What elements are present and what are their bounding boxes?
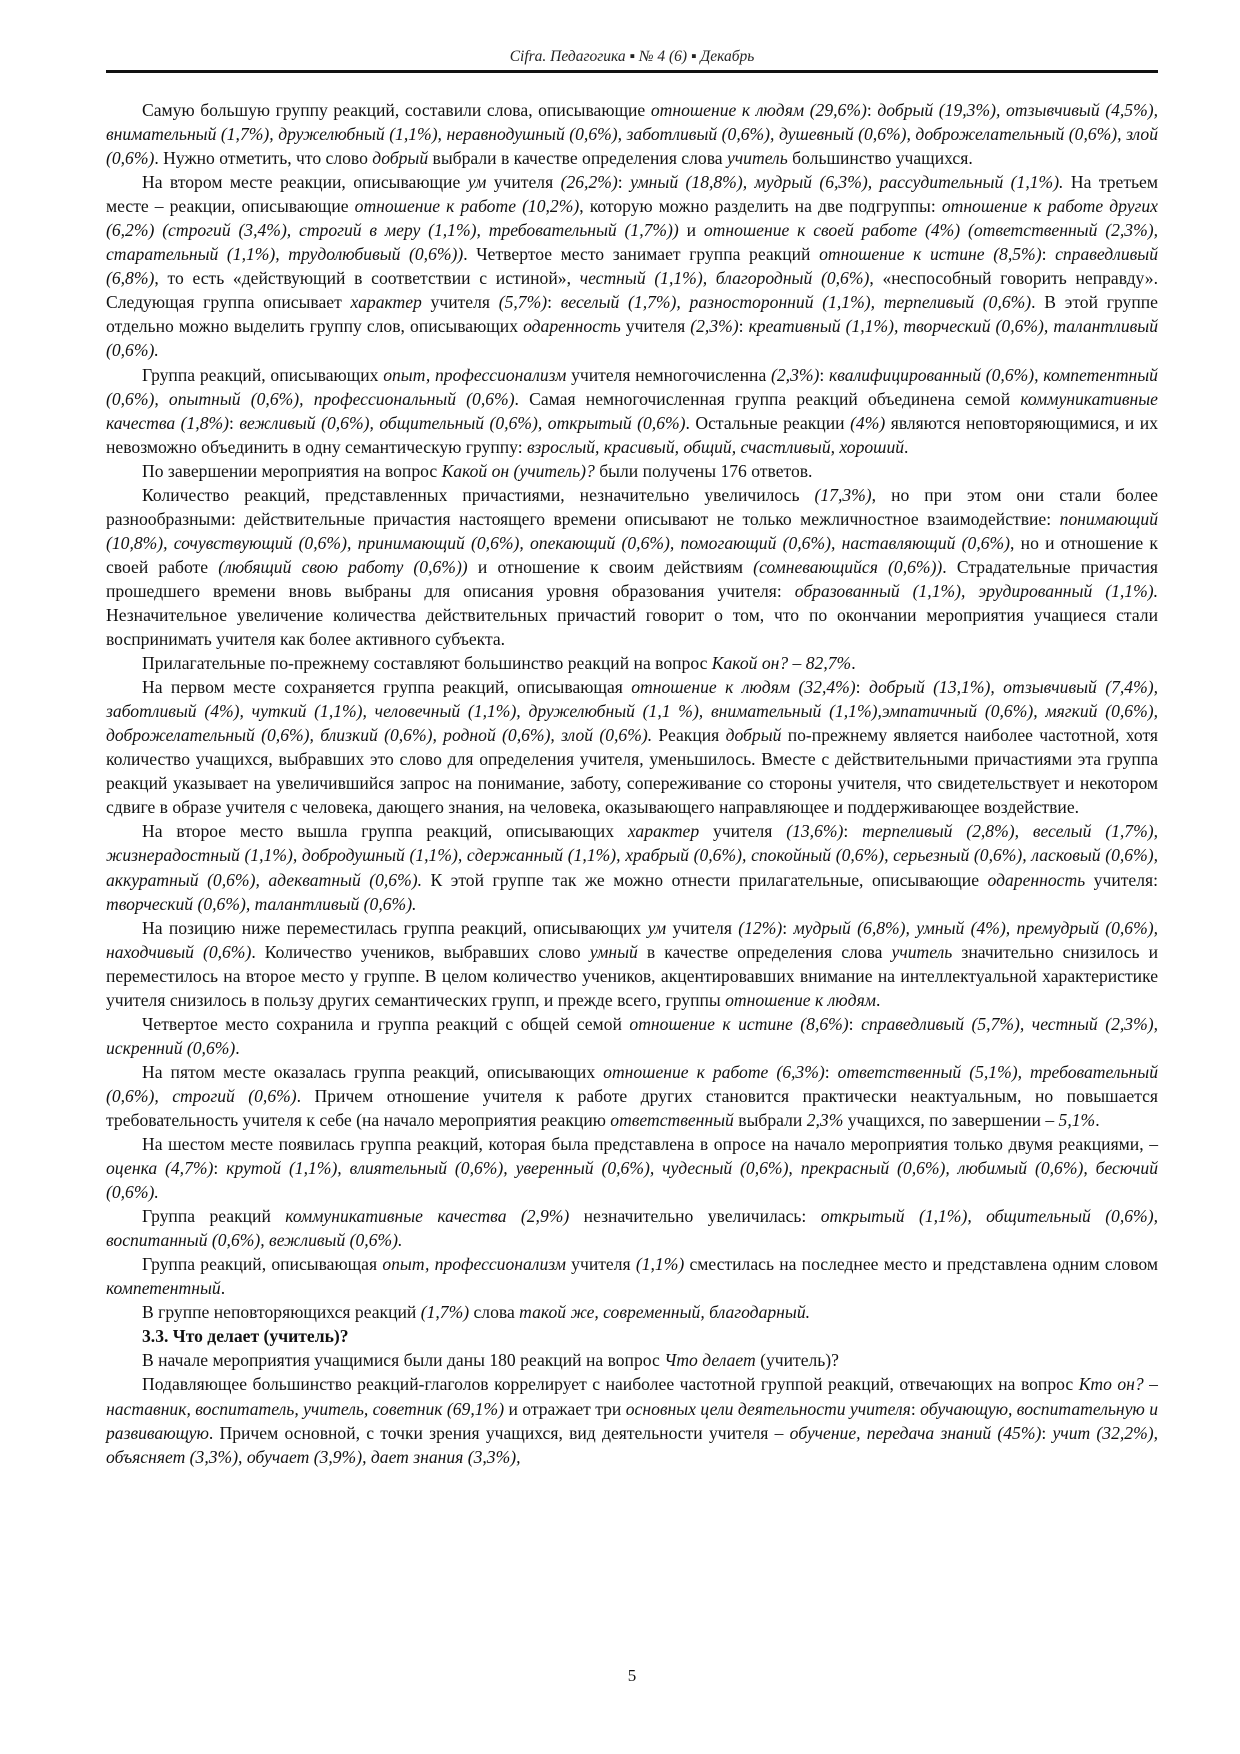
paragraph-2: На втором месте реакции, описывающие ум учителя (26,2%): умный (18,8%), мудрый (6,3%), рассудительный (1,1%). На третьем месте – реакции, описывающие отношение к работе (10,2%), которую можно разделить на две подгруппы: отношение к работе других (6,2%) (строгий (3,4%), строгий в меру (1,1%), требовательный (1,7%)) и отношение к своей работе (4%) (ответственный (2,3%), старательный (1,1%), трудолюбивый (0,6%)). Четвертое место занимает группа реакций отношение к истине (8,5%): справедливый (6,8%), то есть «действующий в соответствии с истиной», честный (1,1%), благородный (0,6%), «неспособный говорить неправду». Следующая группа описывает характер учителя (5,7%): веселый (1,7%), разносторонний (1,1%), терпеливый (0,6%). В этой группе отдельно можно выделить группу слов, описывающих одаренность учителя (2,3%): креативный (1,1%), творческий (0,6%), талантливый (0,6%). <box>106 172 1159 361</box>
paragraph-15: В группе неповторяющихся реакций (1,7%) слова такой же, современный, благодарный. <box>142 1302 811 1323</box>
section-heading: 3.3. Что делает (учитель)? <box>142 1326 349 1347</box>
header-divider <box>106 70 1158 73</box>
running-header: Cifra. Педагогика ▪ № 4 (6) ▪ Декабрь <box>509 48 755 65</box>
paragraph-1: Самую большую группу реакций, составили слова, описывающие отношение к людям (29,6%): добрый (19,3%), отзывчивый (4,5%), внимательный (1,7%), дружелюбный (1,1%), неравнодушный (0,6%), заботливый (0,6%), душевный (0,6%), доброжелательный (0,6%), злой (0,6%). Нужно отметить, что слово добрый выбрали в качестве определения слова учитель большинство учащихся. <box>106 100 1158 169</box>
paragraph-18: Подавляющее большинство реакций-глаголов коррелирует с наиболее частотной группой реакций, отвечающих на вопрос Кто он? – наставник, воспитатель, учитель, советник (69,1%) и отражает три основных цели деятельности учителя: обучающую, воспитательную и развивающую. Причем основной, с точки зрения учащихся, вид деятельности учителя – обучение, передача знаний (45%): учит (32,2%), объясняет (3,3%), обучает (3,9%), дает знания (3,3%), <box>106 1374 1159 1467</box>
paragraph-3: Группа реакций, описывающих опыт, профессионализм учителя немногочисленна (2,3%): квалифицированный (0,6%), компетентный (0,6%), опытный (0,6%), профессиональный (0,6%). Самая немногочисленная группа реакций объединена семой коммуникативные качества (1,8%): вежливый (0,6%), общительный (0,6%), открытый (0,6%). Остальные реакции (4%) являются неповторяющимися, и их невозможно объединить в одну семантическую группу: взрослый, красивый, общий, счастливый, хороший. <box>106 364 1158 457</box>
paragraph-11: На пятом месте оказалась группа реакций, описывающих отношение к работе (6,3%): ответственный (5,1%), требовательный (0,6%), строгий (0,6%). Причем отношение учителя к работе других становится практически неактуальным, но повышается требовательность учителя к себе (на начало мероприятия реакцию ответственный выбрали 2,3% учащихся, по завершении – 5,1%. <box>106 1061 1158 1130</box>
paragraph-13: Группа реакций коммуникативные качества (2,9%) незначительно увеличилась: открытый (1,1%), общительный (0,6%), воспитанный (0,6%), вежливый (0,6%). <box>106 1206 1158 1251</box>
paragraph-7: На первом месте сохраняется группа реакций, описывающая отношение к людям (32,4%): добрый (13,1%), отзывчивый (7,4%), заботливый (4%), чуткий (1,1%), человечный (1,1%), дружелюбный (1,1 %), внимательный (1,1%),эмпатичный (0,6%), мягкий (0,6%), доброжелательный (0,6%), близкий (0,6%), родной (0,6%), злой (0,6%). Реакция добрый по-прежнему является наиболее частотной, хотя количество учащихся, выбравших это слово для определения учителя, уменьшилось. Вместе с действительными причастиями эта группа реакций указывает на увеличившийся запрос на понимание, заботу, сопереживание со стороны учителя, что свидетельствует и некотором сдвиге в образе учителя с человека, дающего знания, на человека, оказывающего направляющее и поддерживающее воздействие. <box>106 677 1158 818</box>
paragraph-12: На шестом месте появилась группа реакций, которая была представлена в опросе на начало мероприятия только двумя реакциями, – оценка (4,7%): крутой (1,1%), влиятельный (0,6%), уверенный (0,6%), чудесный (0,6%), прекрасный (0,6%), любимый (0,6%), бесючий (0,6%). <box>106 1134 1159 1203</box>
paragraph-4: По завершении мероприятия на вопрос Какой он (учитель)? были получены 176 ответов. <box>142 460 813 481</box>
article-body <box>106 98 1158 1469</box>
paragraph-9: На позицию ниже переместилась группа реакций, описывающих ум учителя (12%): мудрый (6,8%), умный (4%), премудрый (0,6%), находчивый (0,6%). Количество учеников, выбравших слово умный в качестве определения слова учитель значительно снизилось и переместилось на второе место у группе. В целом количество учеников, акцентировавших внимание на интеллектуальной характеристике учителя снизилось в пользу других семантических групп, и прежде всего, группы отношение к людям. <box>106 917 1158 1010</box>
paragraph-8: На второе место вышла группа реакций, описывающих характер учителя (13,6%): терпеливый (2,8%), веселый (1,7%), жизнерадостный (1,1%), добродушный (1,1%), сдержанный (1,1%), храбрый (0,6%), спокойный (0,6%), серьезный (0,6%), ласковый (0,6%), аккуратный (0,6%), адекватный (0,6%). К этой группе так же можно отнести прилагательные, описывающие одаренность учителя: творческий (0,6%), талантливый (0,6%). <box>106 821 1158 914</box>
paragraph-5: Количество реакций, представленных причастиями, незначительно увеличилось (17,3%), но при этом они стали более разнообразными: действительные причастия настоящего времени описывают не только межличностное взаимодействие: понимающий (10,8%), сочувствующий (0,6%), принимающий (0,6%), опекающий (0,6%), помогающий (0,6%), наставляющий (0,6%), но и отношение к своей работе (любящий свою работу (0,6%)) и отношение к своим действиям (сомневающийся (0,6%)). Страдательные причастия прошедшего времени вновь выбраны для описания уровня образования учителя: образованный (1,1%), эрудированный (1,1%). Незначительное увеличение количества действительных причастий говорит о том, что по окончании мероприятия учащиеся стали воспринимать учителя как более активного субъекта. <box>106 484 1159 650</box>
paragraph-17: В начале мероприятия учащимися были даны 180 реакций на вопрос Что делает (учитель)? <box>142 1350 839 1371</box>
paragraph-6: Прилагательные по-прежнему составляют большинство реакций на вопрос Какой он? – 82,7%. <box>142 653 856 674</box>
paragraph-10: Четвертое место сохранила и группа реакций с общей семой отношение к истине (8,6%): справедливый (5,7%), честный (2,3%), искренний (0,6%). <box>106 1013 1159 1058</box>
page-number: 5 <box>627 1666 637 1685</box>
paragraph-14: Группа реакций, описывающая опыт, профессионализм учителя (1,1%) сместилась на последнее место и представлена одним словом компетентный. <box>106 1254 1158 1299</box>
